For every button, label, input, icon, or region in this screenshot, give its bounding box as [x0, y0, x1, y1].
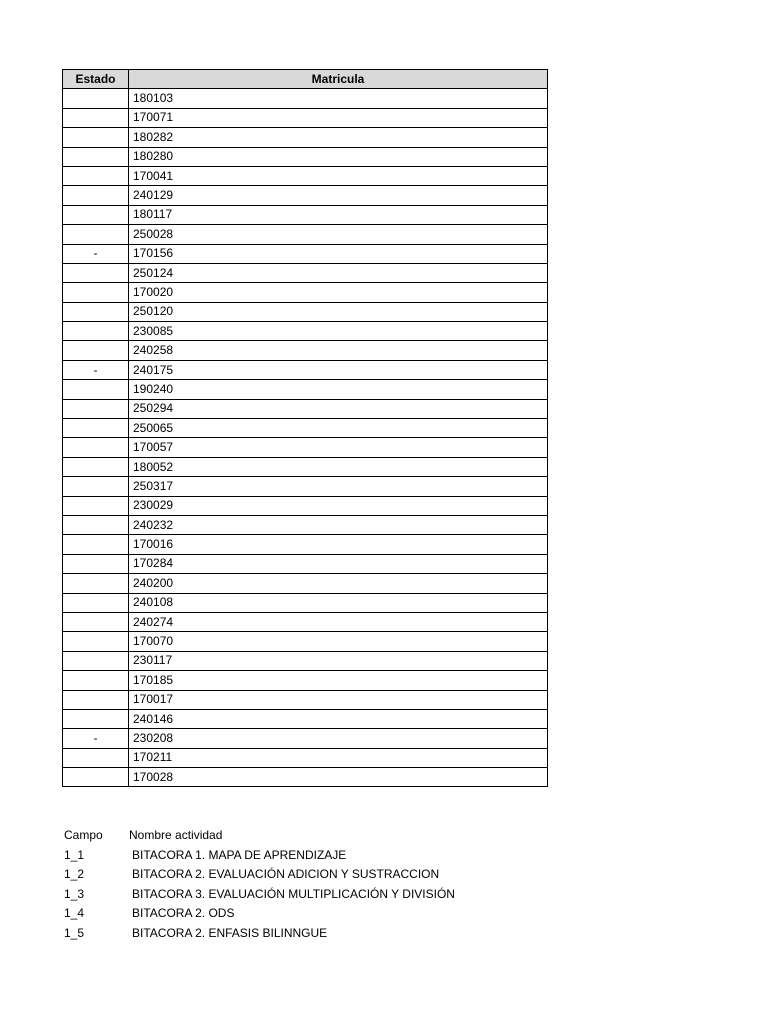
- estado-cell: [63, 108, 129, 127]
- matricula-cell: 250065: [129, 419, 548, 438]
- table-row: [63, 419, 548, 438]
- estado-cell: -: [63, 244, 129, 263]
- table-row: [63, 515, 548, 534]
- estado-cell: [63, 380, 129, 399]
- matricula-cell: 170185: [129, 671, 548, 690]
- table-row: [63, 380, 548, 399]
- estado-header: Estado: [63, 70, 129, 89]
- estado-cell: [63, 535, 129, 554]
- estado-cell: [63, 438, 129, 457]
- legend-items: [64, 846, 455, 944]
- activity-name: BITACORA 2. ODS: [132, 906, 235, 920]
- table-row: [63, 709, 548, 728]
- estado-cell: [63, 283, 129, 302]
- matricula-cell: 240146: [129, 709, 548, 728]
- activity-name: BITACORA 1. MAPA DE APRENDIZAJE: [132, 847, 347, 862]
- matricula-cell: 170028: [129, 768, 548, 787]
- matricula-cell: 170211: [129, 748, 548, 767]
- matricula-cell: 230208: [129, 729, 548, 748]
- legend-header-row: [64, 826, 455, 846]
- table-row: [63, 748, 548, 767]
- estado-cell: [63, 671, 129, 690]
- table-row: [63, 341, 548, 360]
- estado-cell: -: [63, 360, 129, 379]
- table-row: [63, 671, 548, 690]
- matricula-cell: 170284: [129, 554, 548, 573]
- table-row: [63, 147, 548, 166]
- campo-code: 1_4: [64, 906, 85, 920]
- estado-cell: [63, 768, 129, 787]
- matricula-cell: 240258: [129, 341, 548, 360]
- legend-item: [64, 865, 455, 885]
- legend-item: [64, 846, 455, 866]
- matricula-cell: 170017: [129, 690, 548, 709]
- activity-name: BITACORA 3. EVALUACIÓN MULTIPLICACIÓN Y DIVISIÓN: [132, 886, 455, 901]
- estado-cell: [63, 205, 129, 224]
- activity-name: BITACORA 2. EVALUACIÓN ADICION Y SUSTRACCION: [132, 867, 440, 881]
- estado-cell: [63, 166, 129, 185]
- table-row: [63, 612, 548, 631]
- matricula-cell: 170020: [129, 283, 548, 302]
- table-row: [63, 166, 548, 185]
- table-row: [63, 457, 548, 476]
- estado-cell: [63, 554, 129, 573]
- table-row: [63, 690, 548, 709]
- table-row: [63, 477, 548, 496]
- estado-cell: [63, 341, 129, 360]
- estado-cell: [63, 690, 129, 709]
- estado-cell: [63, 632, 129, 651]
- table-row: [63, 729, 548, 748]
- matricula-cell: 180103: [129, 89, 548, 108]
- matricula-cell: 240108: [129, 593, 548, 612]
- matricula-cell: 170057: [129, 438, 548, 457]
- campo-code: 1_3: [64, 886, 85, 901]
- matricula-cell: 180052: [129, 457, 548, 476]
- table-row: [63, 186, 548, 205]
- table-row: [63, 283, 548, 302]
- activity-name: BITACORA 2. ENFASIS BILINNGUE: [132, 925, 328, 940]
- estado-cell: [63, 147, 129, 166]
- estado-cell: [63, 748, 129, 767]
- table-row: [63, 768, 548, 787]
- matricula-header: Matricula: [129, 70, 548, 89]
- table-header-row: [63, 70, 548, 89]
- matricula-cell: 240200: [129, 574, 548, 593]
- table-row: [63, 651, 548, 670]
- table-row: [63, 535, 548, 554]
- table-row: [63, 128, 548, 147]
- estado-cell: [63, 225, 129, 244]
- estado-cell: [63, 263, 129, 282]
- estado-cell: -: [63, 729, 129, 748]
- matricula-cell: 230117: [129, 651, 548, 670]
- matricula-cell: 190240: [129, 380, 548, 399]
- matricula-cell: 250294: [129, 399, 548, 418]
- matricula-cell: 180282: [129, 128, 548, 147]
- matricula-cell: 170070: [129, 632, 548, 651]
- legend-item: [64, 904, 455, 924]
- table-row: [63, 322, 548, 341]
- estado-cell: [63, 515, 129, 534]
- students-table: [62, 69, 548, 787]
- matricula-cell: 230029: [129, 496, 548, 515]
- table-row: [63, 225, 548, 244]
- estado-cell: [63, 496, 129, 515]
- estado-cell: [63, 574, 129, 593]
- matricula-cell: 230085: [129, 322, 548, 341]
- matricula-cell: 250028: [129, 225, 548, 244]
- estado-cell: [63, 477, 129, 496]
- table-row: [63, 496, 548, 515]
- estado-cell: [63, 302, 129, 321]
- estado-cell: [63, 186, 129, 205]
- estado-cell: [63, 89, 129, 108]
- matricula-cell: 170156: [129, 244, 548, 263]
- table-row: [63, 438, 548, 457]
- table-row: [63, 108, 548, 127]
- matricula-cell: 180117: [129, 205, 548, 224]
- legend-item: [64, 885, 455, 905]
- estado-cell: [63, 593, 129, 612]
- campo-code: 1_1: [64, 847, 85, 862]
- matricula-cell: 250124: [129, 263, 548, 282]
- campo-header: Campo: [64, 828, 103, 842]
- matricula-cell: 240129: [129, 186, 548, 205]
- campo-code: 1_5: [64, 925, 85, 940]
- matricula-cell: 170016: [129, 535, 548, 554]
- estado-cell: [63, 457, 129, 476]
- table-body: [63, 89, 548, 787]
- matricula-cell: 170041: [129, 166, 548, 185]
- table-row: [63, 244, 548, 263]
- matricula-cell: 170071: [129, 108, 548, 127]
- activity-legend: [64, 826, 455, 943]
- estado-cell: [63, 322, 129, 341]
- table-row: [63, 360, 548, 379]
- matricula-cell: 250317: [129, 477, 548, 496]
- estado-cell: [63, 399, 129, 418]
- legend-item: [64, 924, 455, 944]
- estado-cell: [63, 709, 129, 728]
- matricula-cell: 250120: [129, 302, 548, 321]
- table-row: [63, 263, 548, 282]
- estado-cell: [63, 612, 129, 631]
- table-row: [63, 302, 548, 321]
- table-row: [63, 89, 548, 108]
- estado-cell: [63, 419, 129, 438]
- matricula-cell: 240274: [129, 612, 548, 631]
- nombre-actividad-header: Nombre actividad: [129, 828, 223, 842]
- estado-cell: [63, 128, 129, 147]
- table-row: [63, 399, 548, 418]
- table-row: [63, 574, 548, 593]
- table-row: [63, 205, 548, 224]
- estado-cell: [63, 651, 129, 670]
- matricula-cell: 240175: [129, 360, 548, 379]
- campo-code: 1_2: [64, 867, 85, 881]
- matricula-cell: 240232: [129, 515, 548, 534]
- table-row: [63, 554, 548, 573]
- matricula-cell: 180280: [129, 147, 548, 166]
- table-row: [63, 593, 548, 612]
- table-row: [63, 632, 548, 651]
